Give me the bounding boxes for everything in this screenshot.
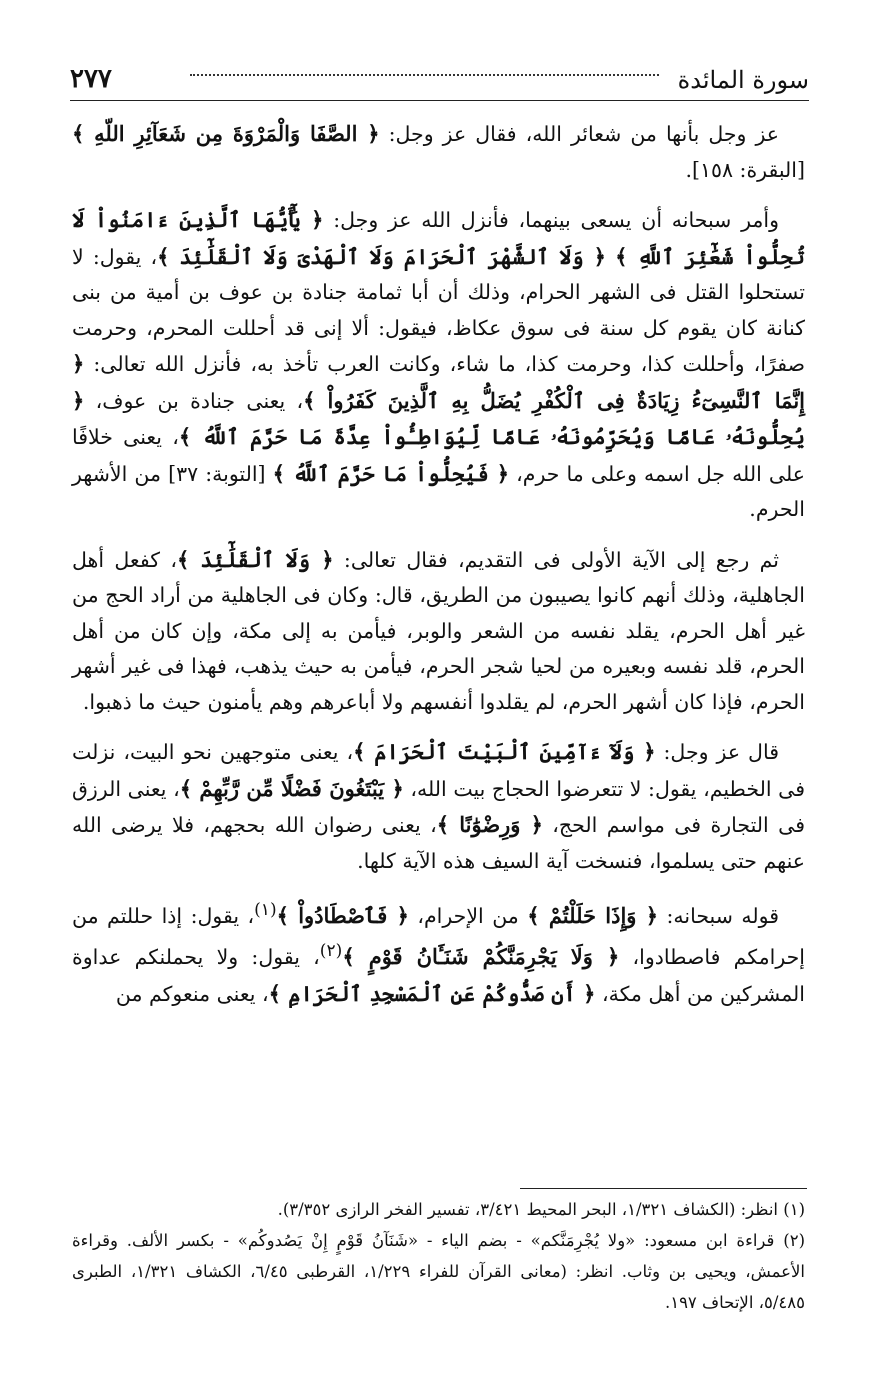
quran-quote: ﴿ وَرِضْوَٰنًا ﴾	[436, 812, 543, 837]
text: عز وجل بأنها من شعائر الله، فقال عز وجل:	[379, 122, 780, 146]
header-dot-leader	[190, 74, 659, 76]
quran-quote: ﴿ يُحِلُّونَهُۥ عَامًا وَيُحَرِّمُونَهُۥ عَامًا لِّيُوَاطِـُٔواْ عِدَّةَ مَا حَرَّمَ ٱللَّهُ ﴾	[72, 387, 805, 449]
quran-quote: ﴿ أَن صَدُّوكُمْ عَنِ ٱلْمَسْجِدِ ٱلْحَرَامِ ﴾	[268, 980, 596, 1006]
text: ، يقول: ولا يحملنكم عداوة المشركين من أهل مكة،	[72, 945, 805, 1006]
text: ، يعنى متوجهين نحو البيت، نزلت فى الخطيم، يقول: لا تتعرضوا الحجاج بيت الله،	[72, 740, 805, 801]
text: ، يعنى رضوان الله بحجهم، فلا يرضى الله عنهم حتى يسلموا، فنسخت آية السيف هذه الآية كلها.	[72, 813, 805, 873]
footnote-ref: (١)	[254, 900, 277, 920]
text	[606, 245, 615, 269]
quran-quote: ﴿ وَإِذَا حَلَلْتُمْ ﴾	[527, 902, 659, 928]
paragraph-3	[72, 542, 805, 721]
quran-quote: ﴿ وَلَا ٱلشَّهْرَ ٱلْحَرَامَ وَلَا ٱلْهَدْىَ وَلَا ٱلْقَلَٰٓئِدَ ﴾	[157, 243, 606, 269]
footnote-2: (٢) قراءة ابن مسعود: «ولا يُجْرِمَنَّكم» - بضم الياء - «شَنَآنُ قَوْمٍ إِنْ يَصُدوكُم» - بكسر الألف. وقراءة الأعمش، ويحيى بن وثاب. انظر: (معانى القرآن للفراء ١/٢٢٩، القرطبى ٦/٤٥، الكشاف ١/٣٢١، الطبرى ٥/٤٨٥، الإتحاف ١٩٧.	[72, 1231, 806, 1312]
quran-quote: ﴿ وَلَا يَجْرِمَنَّكُمْ شَنَـَٔانُ قَوْمٍ ﴾	[342, 944, 620, 970]
text: ثم رجع إلى الآية الأولى فى التقديم، فقال تعالى:	[333, 547, 779, 572]
quran-quote: ﴿ فَٱصْطَادُواْ ﴾	[276, 902, 409, 928]
text: وأمر سبحانه أن يسعى بينهما، فأنزل الله عز وجل:	[323, 208, 779, 232]
quran-quote: ﴿ يَبْتَغُونَ فَضْلًا مِّن رَّبِّهِمْ ﴾	[179, 775, 404, 801]
quran-quote: ﴿ يَٰٓأَيُّهَا ٱلَّذِينَ ءَامَنُواْ لَا تُحِلُّواْ شَعَٰٓئِرَ ٱللَّهِ ﴾	[72, 207, 805, 269]
footnote-ref: (٢)	[319, 941, 343, 962]
surah-title: سورة المائدة	[677, 66, 809, 94]
text: من الإحرام،	[408, 903, 528, 928]
quran-quote: ﴿ الصَّفَا وَالْمَرْوَةَ مِن شَعَآئِرِ اللّهِ ﴾	[72, 121, 380, 146]
quran-quote: ﴿ فَيُحِلُّواْ مَا حَرَّمَ ٱللَّهُ ﴾	[272, 460, 510, 486]
paragraph-5	[72, 893, 805, 1012]
paragraph-2	[72, 202, 805, 528]
quran-quote: ﴿ وَلَآ ءَآمِّينَ ٱلْبَيْتَ ٱلْحَرَامَ ﴾	[353, 739, 656, 764]
paragraph-4	[72, 734, 805, 879]
footnotes	[72, 1194, 805, 1318]
page-number: ٢٧٧	[70, 64, 112, 94]
text: قال عز وجل:	[655, 740, 779, 764]
main-text	[72, 116, 805, 1026]
running-header	[70, 60, 809, 101]
quran-quote: ﴿ وَلَا ٱلْقَلَٰٓئِدَ ﴾	[176, 546, 334, 572]
text: ، يعنى الرزق فى التجارة فى مواسم الحج،	[72, 776, 806, 837]
text: ، كفعل أهل الجاهلية، وذلك أنهم كانوا يصيبون من الطريق، قال: وكان فى الجاهلية من أراد الحج من غير أهل الحرم، يقلد نفسه من الشعر والوبر، فيأمن به إلى مكة، وإن كان من أهل الحرم، قلد نفسه وبعيره من لحيا شجر الحرم، فيأمن به حيث يذهب، فهذا فى غير أشهر الحرم، فإذا كان أشهر الحرم، لم يقلدوا أنفسهم ولا أباعرهم وهم يأمنون حيث ما ذهبوا.	[72, 547, 805, 714]
quran-quote: ﴿ إِنَّمَا ٱلنَّسِىٓءُ زِيَادَةٌ فِى ٱلْكُفْرِ يُضَلُّ بِهِ ٱلَّذِينَ كَفَرُواْ ﴾	[72, 351, 805, 413]
text: ، يقول: إذا حللتم من إحرامكم فاصطادوا،	[72, 903, 805, 970]
text: ، يعنى منعوكم من	[115, 981, 269, 1006]
paragraph-1	[72, 116, 805, 188]
text: قوله سبحانه:	[658, 903, 780, 928]
text: [البقرة: ١٥٨].	[685, 157, 805, 182]
text: ، يعنى خلافًا على الله جل اسمه وعلى ما حرم،	[72, 425, 805, 486]
footnote-separator	[520, 1188, 807, 1189]
text: ، يقول: لا تستحلوا القتل فى الشهر الحرام، وذلك أن أبا ثمامة جنادة بن عوف بن أمية من بنى كنانة كان يقوم كل سنة فى سوق عكاظ، فيقول: ألا إنى قد أحللت المحرم، وحرمت صفرًا، وأحللت كذا، وحرمت كذا، ما شاء، وكانت العرب تأخذ به، فأنزل الله تعالى:	[72, 244, 805, 376]
text: [التوبة: ٣٧] من الأشهر الحرم.	[72, 461, 805, 521]
footnote-1: (١) انظر: (الكشاف ١/٣٢١، البحر المحيط ٣/٤٢١، تفسير الفخر الرازى ٣/٣٥٢).	[277, 1200, 805, 1219]
text: ، يعنى جنادة بن عوف،	[84, 388, 304, 413]
